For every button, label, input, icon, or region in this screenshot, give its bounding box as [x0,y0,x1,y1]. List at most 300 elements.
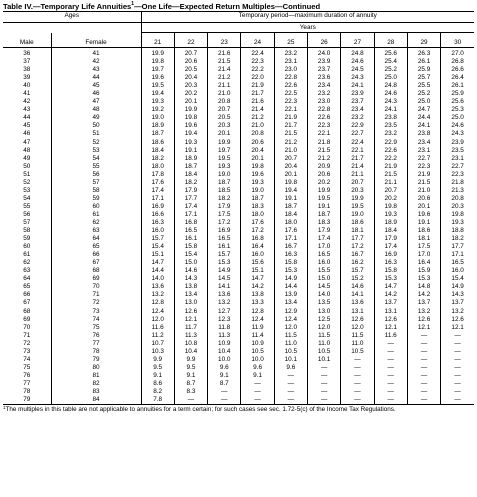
multiple-cell: 17.7 [341,235,374,243]
multiple-cell: 24.6 [341,58,374,66]
multiple-cell: 8.3 [174,388,207,396]
multiple-cell: 21.6 [241,98,274,106]
multiple-cell: — [374,340,407,348]
female-age-cell: 44 [51,74,141,82]
multiple-cell: 9.1 [141,372,174,380]
multiple-cell: 18.7 [308,211,341,219]
female-age-cell: 81 [51,372,141,380]
male-age-cell: 66 [23,291,31,299]
multiple-cell: 18.0 [141,163,174,171]
female-age-cell: 72 [51,299,141,307]
multiple-cell: 18.2 [174,179,207,187]
caption-main: Table IV.—Temporary Life Annuities [3,2,132,11]
multiple-cell: 23.9 [308,58,341,66]
female-age-cell: 46 [51,90,141,98]
multiple-cell: 17.5 [208,211,241,219]
multiple-cell: 21.5 [374,171,407,179]
multiple-cell: 12.6 [374,316,407,324]
multiple-cell: — [308,396,341,405]
multiple-cell: 23.2 [308,90,341,98]
multiple-cell: 17.9 [374,235,407,243]
multiple-cell: 16.5 [308,251,341,259]
multiple-cell: 24.3 [441,130,474,138]
multiple-cell: 11.3 [208,332,241,340]
multiple-cell: 13.6 [141,283,174,291]
multiple-cell: 12.4 [274,316,307,324]
male-age-cell: 57 [23,219,31,226]
multiple-cell: 21.5 [274,130,307,138]
multiple-cell: 22.3 [241,58,274,66]
multiple-cell: 9.9 [174,356,207,364]
multiple-cell: 12.4 [241,316,274,324]
male-age-cell: 63 [23,267,31,275]
multiple-cell: 20.5 [208,114,241,122]
multiple-cell: 19.0 [241,187,274,195]
female-age-cell: 65 [51,243,141,251]
female-age-cell: 51 [51,130,141,138]
multiple-cell: 24.0 [308,48,341,59]
multiple-cell: 23.4 [308,82,341,90]
table-row [3,291,474,299]
multiple-cell: 19.6 [141,74,174,82]
multiple-cell: 15.8 [274,259,307,267]
multiple-cell: 12.3 [208,316,241,324]
multiple-cell: 16.5 [208,235,241,243]
multiple-cell: — [407,372,440,380]
female-age-cell: 43 [51,66,141,74]
multiple-cell: 20.6 [407,195,440,203]
multiple-cell: — [341,388,374,396]
male-age-cell: 77 [23,379,31,387]
multiple-cell: 25.7 [407,74,440,82]
multiple-cell: 17.1 [174,211,207,219]
multiple-cell: 20.7 [374,187,407,195]
multiple-cell: 22.0 [241,74,274,82]
multiple-cell: 25.6 [441,98,474,106]
multiple-cell: 17.0 [308,243,341,251]
male-age-cell: 44 [23,114,31,122]
multiple-cell: 23.8 [407,130,440,138]
multiple-cell: 23.2 [274,48,307,59]
multiple-cell: 21.5 [407,179,440,187]
multiple-cell: 10.3 [141,348,174,356]
multiple-cell: 20.2 [374,195,407,203]
multiple-cell: 22.2 [374,155,407,163]
multiple-cell: 10.5 [341,348,374,356]
multiple-cell: 18.7 [241,195,274,203]
female-age-cell: 82 [51,380,141,388]
multiple-cell: 11.0 [308,340,341,348]
female-age-cell: 56 [51,171,141,179]
multiple-cell: 9.5 [141,364,174,372]
multiple-cell: — [441,348,474,356]
multiple-cell: 14.6 [341,283,374,291]
male-age-cell: 74 [23,355,31,363]
multiple-cell: 21.0 [274,147,307,155]
ages-header: Ages [3,12,141,23]
multiple-cell: 12.6 [407,316,440,324]
multiple-cell: 26.6 [441,66,474,74]
multiple-cell: 19.1 [274,195,307,203]
multiple-cell: 14.9 [274,275,307,283]
male-age-cell: 69 [23,315,31,323]
multiple-cell: 21.2 [308,155,341,163]
multiple-cell: 11.4 [241,332,274,340]
female-age-cell: 58 [51,187,141,195]
multiple-cell: 9.6 [208,364,241,372]
multiple-cell: 17.8 [141,171,174,179]
multiple-cell: 7.8 [141,396,174,405]
multiple-cell: 12.9 [274,308,307,316]
multiple-cell: 22.1 [308,130,341,138]
multiple-cell: 14.1 [341,291,374,299]
multiple-cell: 19.4 [141,90,174,98]
multiple-cell: — [407,388,440,396]
multiple-cell: 19.8 [274,179,307,187]
multiple-cell: 17.0 [407,251,440,259]
multiple-cell: 22.7 [441,163,474,171]
multiple-cell: 9.6 [241,364,274,372]
multiple-cell: — [374,372,407,380]
multiple-cell: 23.9 [341,90,374,98]
multiple-cell: 15.2 [341,275,374,283]
male-age-cell: 58 [23,227,31,235]
multiple-cell: — [308,372,341,380]
multiple-cell: 25.2 [407,90,440,98]
multiple-cell: 13.4 [274,299,307,307]
multiple-cell: 19.8 [441,211,474,219]
multiple-cell: 21.1 [374,179,407,187]
multiple-cell: 13.6 [208,291,241,299]
multiple-cell: 24.1 [341,82,374,90]
multiple-cell: 22.8 [308,106,341,114]
year-column-header: 30 [441,33,474,48]
multiple-cell: 22.9 [374,139,407,147]
multiple-cell: 14.8 [407,283,440,291]
multiple-cell: 18.0 [241,211,274,219]
multiple-cell: 24.6 [441,122,474,130]
multiple-cell: 14.7 [141,259,174,267]
female-age-cell: 61 [51,211,141,219]
female-age-cell: 54 [51,155,141,163]
multiple-cell: 12.8 [241,308,274,316]
multiple-cell: 23.7 [341,98,374,106]
table-row [3,243,474,251]
multiple-cell: — [374,348,407,356]
multiple-cell: 17.6 [141,179,174,187]
multiple-cell: 15.1 [141,251,174,259]
multiple-cell: 19.4 [274,187,307,195]
female-age-cell: 76 [51,332,141,340]
multiple-cell: 19.3 [374,211,407,219]
male-age-cell: 37 [23,58,31,66]
multiple-cell: — [441,364,474,372]
male-age-cell: 76 [23,371,31,379]
multiple-cell: 14.3 [441,291,474,299]
multiple-cell: 11.2 [141,332,174,340]
multiple-cell: — [308,364,341,372]
multiple-cell: 17.2 [341,243,374,251]
multiple-cell: 22.8 [274,74,307,82]
multiple-cell: 27.0 [441,48,474,59]
female-age-cell: 60 [51,203,141,211]
female-age-cell: 83 [51,388,141,396]
multiple-cell: — [174,396,207,405]
multiple-cell: 11.6 [141,324,174,332]
female-age-cell: 75 [51,324,141,332]
multiple-cell: — [241,396,274,405]
multiple-cell: 18.7 [208,179,241,187]
multiple-cell: 17.1 [441,251,474,259]
table-row [3,324,474,332]
multiple-cell: 14.9 [208,267,241,275]
multiple-cell: 23.1 [407,147,440,155]
multiple-cell: 23.1 [441,155,474,163]
multiple-cell: — [341,356,374,364]
multiple-cell: 11.3 [174,332,207,340]
female-age-cell: 47 [51,98,141,106]
table-row [3,66,474,74]
multiple-cell: — [241,380,274,388]
multiple-cell: 18.1 [407,235,440,243]
multiple-cell: — [308,388,341,396]
multiple-cell: 20.7 [174,48,207,59]
multiple-cell: 26.8 [441,58,474,66]
table-row [3,227,474,235]
male-age-cell: 59 [23,235,31,243]
multiple-cell: 15.3 [208,259,241,267]
multiple-cell: 11.6 [374,332,407,340]
multiple-cell: 22.7 [407,155,440,163]
multiple-cell: — [274,372,307,380]
male-age-cell: 70 [23,323,31,331]
multiple-cell: 20.1 [241,155,274,163]
multiple-cell: 11.5 [308,332,341,340]
multiple-cell: — [441,372,474,380]
multiple-cell: 20.3 [174,82,207,90]
male-age-cell: 45 [23,122,31,130]
multiple-cell: 20.4 [241,147,274,155]
multiple-cell: 11.5 [341,332,374,340]
multiple-cell: 18.7 [174,163,207,171]
multiple-cell: 24.5 [341,66,374,74]
multiple-cell: 25.5 [407,82,440,90]
multiple-cell: 23.1 [274,58,307,66]
table-row [3,106,474,114]
year-column-header: 28 [374,33,407,48]
multiple-cell: 16.9 [208,227,241,235]
multiple-cell: 23.6 [308,74,341,82]
multiple-cell: 19.0 [341,211,374,219]
female-age-cell: 50 [51,122,141,130]
multiple-cell: 8.7 [208,380,241,388]
female-age-cell: 45 [51,82,141,90]
multiple-cell: 13.1 [374,308,407,316]
table-row [3,114,474,122]
multiple-cell: 11.0 [274,340,307,348]
table-row [3,348,474,356]
table-row [3,275,474,283]
multiple-cell: 20.6 [308,171,341,179]
multiple-cell: 25.4 [374,58,407,66]
table-header [3,12,474,48]
male-age-cell: 51 [23,170,31,178]
multiple-cell: 18.3 [308,219,341,227]
multiple-cell: 26.1 [441,82,474,90]
multiple-cell: 21.7 [274,122,307,130]
multiple-cell: 21.0 [208,90,241,98]
multiple-cell: 13.1 [341,308,374,316]
multiple-cell: 21.9 [407,171,440,179]
multiple-cell: 21.3 [441,187,474,195]
table-row [3,356,474,364]
multiple-cell: 18.1 [341,227,374,235]
multiple-cell: 22.6 [308,114,341,122]
multiple-cell: 20.7 [274,155,307,163]
multiple-cell: 13.0 [174,299,207,307]
ages-spacer [3,23,141,33]
multiple-cell: 19.8 [141,58,174,66]
multiple-cell: 17.9 [208,203,241,211]
male-age-cell: 71 [23,331,31,339]
multiple-cell: 18.7 [141,130,174,138]
table-row [3,82,474,90]
multiple-cell: 26.3 [407,48,440,59]
multiple-cell: 17.6 [241,219,274,227]
multiple-cell: 24.7 [407,106,440,114]
multiple-cell: 16.8 [174,219,207,227]
multiple-cell: 12.0 [141,316,174,324]
female-age-cell: 70 [51,283,141,291]
multiple-cell: 9.1 [241,372,274,380]
multiple-cell: 18.2 [208,195,241,203]
multiple-cell: 14.6 [174,267,207,275]
multiple-cell: 12.0 [341,324,374,332]
multiple-cell: 11.9 [241,324,274,332]
table-row [3,163,474,171]
multiple-cell: — [308,380,341,388]
multiple-cell: 22.3 [441,171,474,179]
female-age-cell: 48 [51,106,141,114]
multiple-cell: 16.0 [441,267,474,275]
multiple-cell: 19.8 [241,163,274,171]
multiple-cell: — [374,396,407,405]
multiple-cell: 12.1 [407,324,440,332]
multiple-cell: 26.1 [407,58,440,66]
multiple-cell: 12.0 [274,324,307,332]
table-row [3,332,474,340]
annuity-table [3,11,474,405]
multiple-cell: 20.4 [174,74,207,82]
multiple-cell: 14.1 [208,283,241,291]
multiple-cell: 20.7 [341,179,374,187]
multiple-cell: 19.9 [208,139,241,147]
multiple-cell: 10.5 [308,348,341,356]
multiple-cell: 21.7 [241,90,274,98]
multiple-cell: 10.0 [208,356,241,364]
multiple-cell: 20.7 [208,106,241,114]
male-age-cell: 68 [23,307,31,315]
multiple-cell: 16.8 [241,235,274,243]
multiple-cell: 16.0 [308,259,341,267]
multiple-cell: 23.4 [407,139,440,147]
multiple-cell: — [441,396,474,405]
multiple-cell: 16.5 [174,227,207,235]
table-row [3,211,474,219]
multiple-cell: 13.8 [174,283,207,291]
multiple-cell: 17.7 [441,243,474,251]
multiple-cell: 24.8 [374,82,407,90]
multiple-cell: 24.1 [407,122,440,130]
multiple-cell: 17.2 [241,227,274,235]
male-age-cell: 36 [23,50,31,58]
multiple-cell: 14.4 [274,283,307,291]
multiple-cell: 19.5 [341,203,374,211]
multiple-cell: 18.6 [407,227,440,235]
multiple-cell: 17.4 [174,203,207,211]
multiple-cell: 19.3 [241,179,274,187]
table-caption [3,2,474,11]
multiple-cell: 21.2 [208,74,241,82]
female-age-cell: 57 [51,179,141,187]
male-age-cell: 46 [23,130,31,138]
multiple-cell: 17.6 [274,227,307,235]
multiple-cell: 13.7 [441,299,474,307]
multiple-cell: — [441,340,474,348]
multiple-cell: 20.2 [308,179,341,187]
multiple-cell: 23.7 [308,66,341,74]
multiple-cell: 14.3 [174,275,207,283]
multiple-cell: 10.9 [208,340,241,348]
male-age-cell: 72 [23,339,31,347]
multiple-cell: — [341,380,374,388]
multiple-cell: 18.8 [441,227,474,235]
multiple-cell: 22.6 [374,147,407,155]
multiple-cell: 15.7 [208,251,241,259]
multiple-cell: 10.0 [241,356,274,364]
multiple-cell: 17.7 [174,195,207,203]
footnote-ref: 1 [3,405,6,411]
multiple-cell: 25.2 [374,66,407,74]
multiple-cell: 20.4 [274,163,307,171]
multiple-cell: 20.6 [174,58,207,66]
multiple-cell: — [274,380,307,388]
multiple-cell: 20.9 [308,163,341,171]
table-row [3,380,474,388]
multiple-cell: 13.2 [141,291,174,299]
multiple-cell: 22.5 [274,90,307,98]
table-row [3,396,474,405]
multiple-cell: 18.5 [208,187,241,195]
multiple-cell: — [274,396,307,405]
male-age-cell: 56 [23,210,31,218]
multiple-cell: 18.2 [141,155,174,163]
multiple-cell: 16.4 [241,243,274,251]
multiple-cell: 10.1 [308,356,341,364]
table-row [3,74,474,82]
table-row [3,187,474,195]
multiple-cell: 22.4 [241,48,274,59]
female-age-cell: 79 [51,356,141,364]
multiple-cell: 12.1 [374,324,407,332]
multiple-cell: 12.8 [141,299,174,307]
year-column-header: 23 [208,33,241,48]
multiple-cell: — [407,396,440,405]
female-age-cell: 77 [51,340,141,348]
table-row [3,235,474,243]
multiple-cell: 9.1 [174,372,207,380]
multiple-cell: 12.1 [174,316,207,324]
